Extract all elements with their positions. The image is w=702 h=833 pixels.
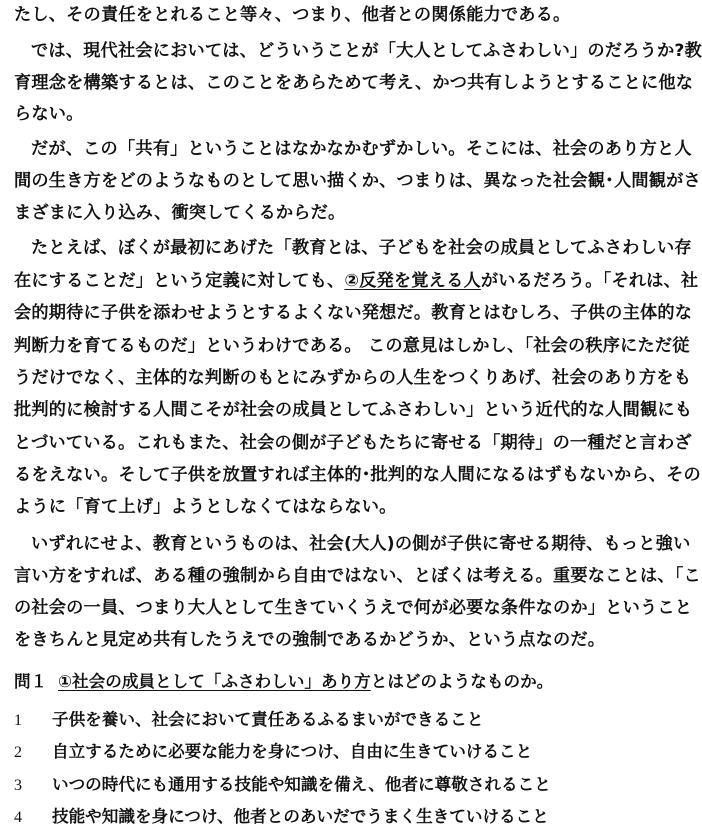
- passage-line: 言い方をすれば、ある種の強制から自由ではない、とぼくは考える。重要なことは、「こ: [14, 566, 701, 586]
- answer-option-1[interactable]: [14, 705, 626, 735]
- passage-line: うだけでなく、主体的な判断のもとにみずからの人生をつくりあげ、社会のあり方をも: [14, 368, 692, 388]
- passage-line: とづいている。これもまた、社会の側が子どもたちに寄せる「期待」の一種だと言わざ: [14, 433, 692, 453]
- passage-line: では、現代社会においては、どういうことが「大人としてふさわしい」のだろうか?教: [31, 41, 702, 61]
- question-text: とはどのようなものか。: [370, 672, 554, 691]
- passage-line: の社会の一員、つまり大人として生きていくうえで何が必要な条件なのか」ということ: [14, 598, 693, 618]
- passage-line: をきちんと見定め共有したうえでの強制であるかどうか、という点なのだ。: [14, 630, 606, 650]
- passage-line: るをえない。そして子供を放置すれば主体的･批判的な人間になるはずもないから、その: [14, 465, 701, 485]
- answer-option-4[interactable]: [14, 802, 626, 832]
- option-text: 子供を養い、社会において責任あるふるまいができること: [52, 710, 484, 729]
- option-number: 4: [14, 809, 22, 826]
- passage-line: 間の生き方をどのようなものとして思い描くか、つまりは、異なった社会観･人間観がさ: [14, 171, 701, 191]
- passage-line-with-underline: [14, 266, 699, 296]
- passage-line: だが、この「共有」ということはなかなかむずかしい。そこには、社会のあり方と人: [31, 139, 692, 159]
- passage-text: がいるだろう。「それは、社: [480, 271, 699, 291]
- option-number: 1: [14, 712, 22, 729]
- question-label: 問１: [14, 672, 48, 691]
- passage-line: 判断力を育てるものだ」というわけである。 この意見はしかし、「社会の秩序にただ従: [14, 336, 690, 356]
- passage-line: たとえば、ぼくが最初にあげた「教育とは、子どもを社会の成員としてふさわしい存: [31, 238, 692, 258]
- option-number: 3: [14, 777, 22, 794]
- passage-line: 批判的に検討する人間こそが社会の成員としてふさわしい」という近代的な人間観にも: [14, 400, 693, 420]
- passage-line: いずれにせよ、教育というものは、社会(大人)の側が子供に寄せる期待、もっと強い: [31, 534, 691, 554]
- passage-line: まざまに入り込み、衝突してくるからだ。: [14, 203, 346, 223]
- passage-line: らない。: [14, 104, 84, 124]
- passage-text: 在にすることだ」という定義に対しても、: [14, 271, 345, 291]
- passage-line: 育理念を構築するとは、このことをあらためて考え、かつ共有しようとすることに他な: [14, 73, 694, 93]
- passage-line: 会的期待に子供を添わせようとするよくない発想だ。教育とはむしろ、子供の主体的な: [14, 303, 693, 323]
- passage-line: たし、その責任をとれること等々、つまり、他者との関係能力である。: [14, 5, 571, 25]
- answer-option-3[interactable]: [14, 770, 626, 800]
- underlined-phrase-1: ①社会の成員として「ふさわしい」あり方: [58, 672, 371, 691]
- option-text: 技能や知識を身につけ、他者とのあいだでうまく生きていけること: [52, 807, 549, 826]
- underlined-phrase-2: ②反発を覚える人: [344, 271, 481, 291]
- question-1: [14, 667, 626, 697]
- option-text: 自立するために必要な能力を身につけ、自由に生きていけること: [52, 742, 533, 761]
- option-text: いつの時代にも通用する技能や知識を備え、他者に尊敬されること: [52, 775, 551, 794]
- passage-line: ように「育て上げ」ようとしなくてはならない。: [14, 497, 397, 517]
- answer-option-2[interactable]: [14, 737, 626, 767]
- option-number: 2: [14, 744, 22, 761]
